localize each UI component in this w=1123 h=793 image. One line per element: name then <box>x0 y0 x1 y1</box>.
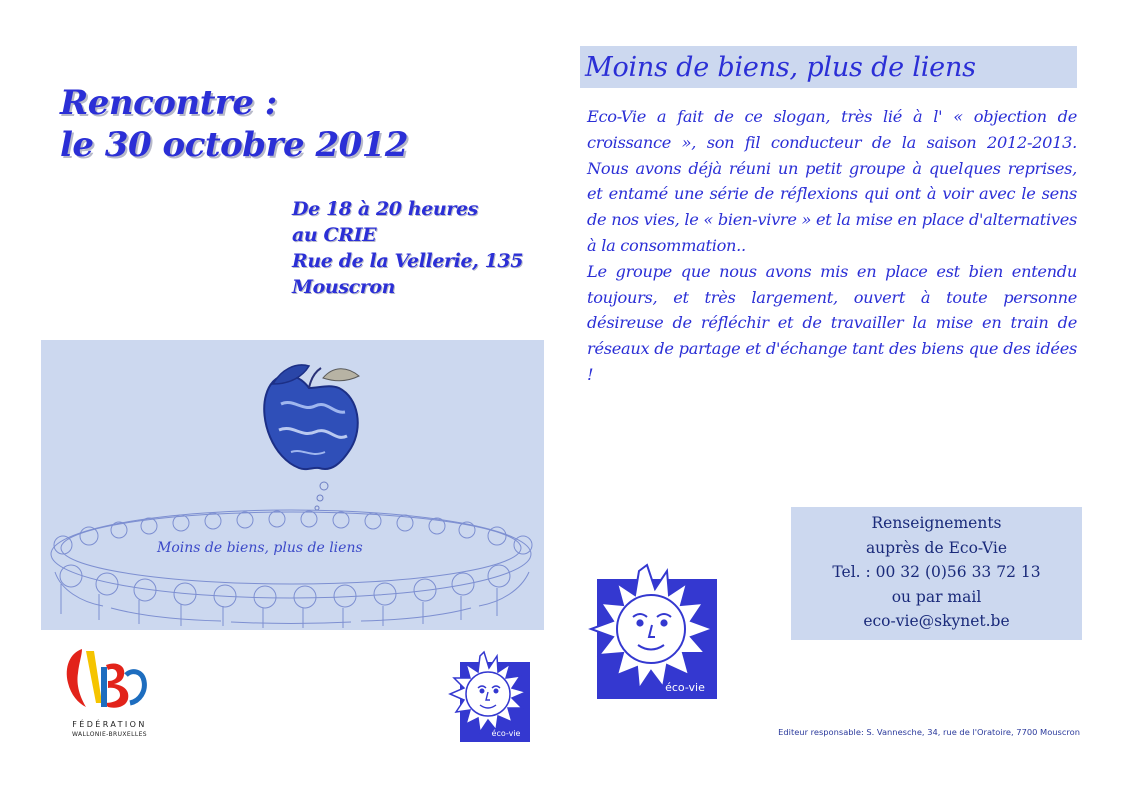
article-paragraph-1: Eco-Vie a fait de ce slogan, très lié à l' « objection de croissance », son fil conducteur de la saison 2012-2013. Nous avons déjà réuni un petit groupe à quelques reprises, et entamé une série de réflexions qui ont à voir avec le sens de nos vies, le « bien-vivre » et la mise en place d'alternatives à la consommation.. <box>587 107 1077 255</box>
eco-vie-logo-large <box>585 563 720 700</box>
event-title <box>60 82 480 166</box>
eco-vie-logo-small <box>442 650 530 742</box>
fwb-line2: WALLONIE-BRUXELLES <box>72 731 147 738</box>
eco-vie-label-large: éco-vie <box>665 681 705 694</box>
event-city: Mouscron <box>292 276 396 298</box>
contact-line2: auprès de Eco-Vie <box>865 538 1008 557</box>
eco-vie-label-small: éco-vie <box>491 729 521 738</box>
fwb-logo-text <box>62 720 157 738</box>
fwb-line1: FÉDÉRATION <box>72 720 147 729</box>
event-details <box>292 196 552 300</box>
sun-face-icon <box>442 650 530 742</box>
apple-globe-icon <box>264 365 359 510</box>
event-title-line1: Rencontre : <box>60 83 277 123</box>
sun-face-icon <box>585 563 720 700</box>
event-date: le 30 octobre 2012 <box>60 125 409 165</box>
contact-phone: Tel. : 00 32 (0)56 33 72 13 <box>832 563 1041 581</box>
contact-line1: Renseignements <box>871 514 1002 532</box>
apple-earth-illustration <box>41 340 544 630</box>
event-street: Rue de la Vellerie, 135 <box>292 250 524 272</box>
contact-line4: ou par mail <box>891 587 982 606</box>
article-body <box>587 104 1077 388</box>
event-time: De 18 à 20 heures <box>292 198 478 220</box>
event-venue: au CRIE <box>292 224 377 246</box>
people-circle-sketch <box>51 510 532 628</box>
contact-info <box>791 511 1082 634</box>
slogan-title: Moins de biens, plus de liens <box>585 52 976 83</box>
illustration-caption: Moins de biens, plus de liens <box>157 540 363 556</box>
editor-responsible: Editeur responsable: S. Vannesche, 34, rue de l'Oratoire, 7700 Mouscron <box>778 727 1080 737</box>
contact-email[interactable]: eco-vie@skynet.be <box>863 612 1010 630</box>
fwb-logo-icon <box>60 645 160 720</box>
article-paragraph-2: Le groupe que nous avons mis en place est bien entendu toujours, et très largement, ouvert à toute personne désireuse de réfléchir et de travailler la mise en train de réseaux de partage et d'échange tant des biens que des idées ! <box>587 261 1077 384</box>
